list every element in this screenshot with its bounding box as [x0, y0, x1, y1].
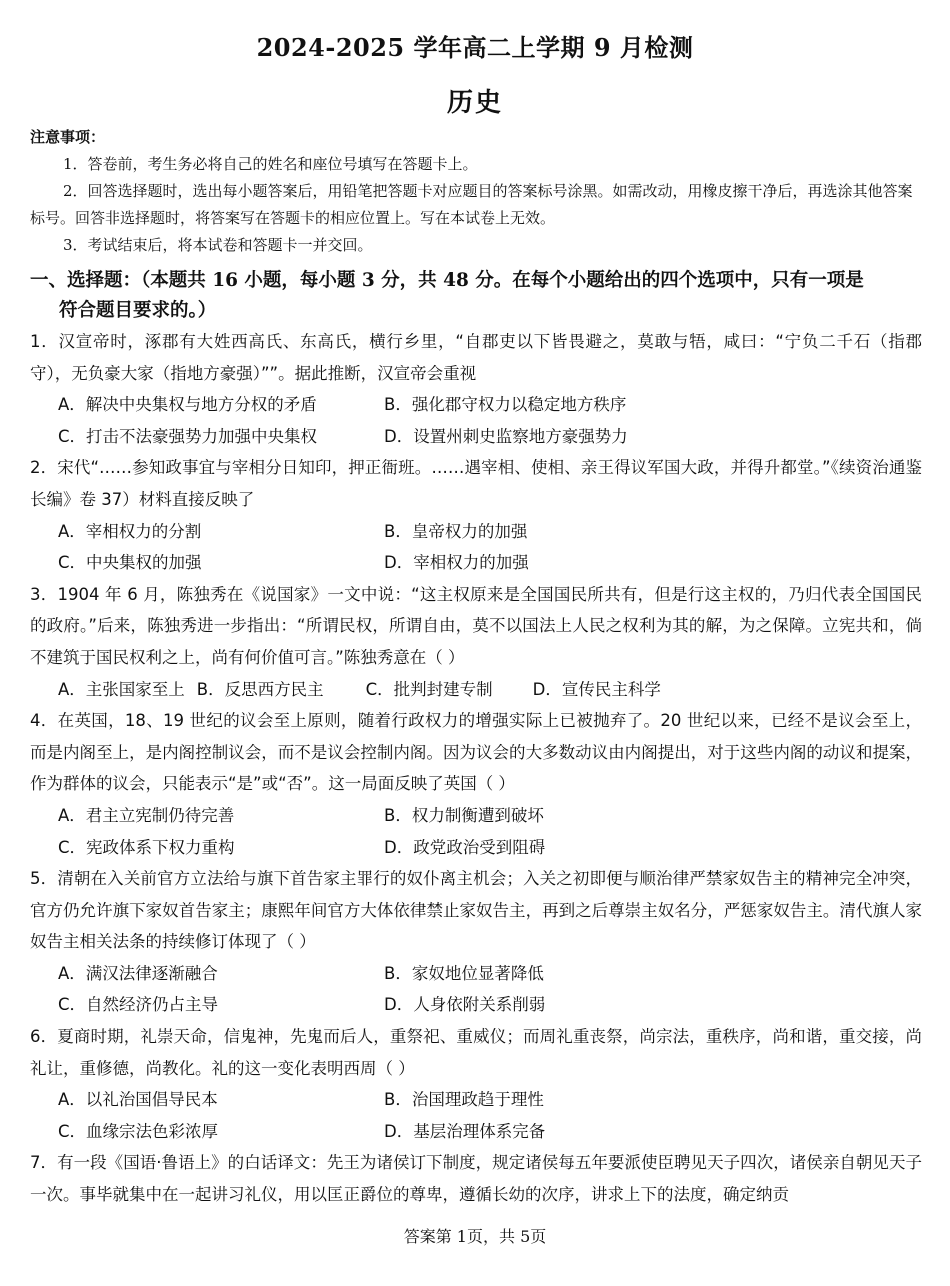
question-stem: 4．在英国，18、19 世纪的议会至上原则，随着行政权力的增强实际上已被抛弃了。20 世纪以来，已经不是议会至上，而是内阁至上，是内阁控制议会，而不是议会控制内阁。因为议会的大多数动议由内阁提出，对于这些内阁的动议和提案，作为群体的议会，只能表示“是”或“否”。这一局面反映了英国（ ） [30, 711, 922, 794]
subject-title: 历史 [446, 88, 503, 118]
question [30, 1147, 922, 1210]
notes-block [30, 124, 920, 259]
option-row [30, 421, 922, 453]
option-a: A．宰相权力的分割 [58, 521, 202, 541]
section-heading-line: 符合题目要求的。） [59, 300, 217, 321]
option-c: C．中央集权的加强 [58, 553, 202, 573]
option-row [30, 989, 922, 1021]
option-b: B．家奴地位显著降低 [384, 963, 544, 983]
option-row [30, 958, 922, 990]
option-a: A．主张国家至上 [58, 679, 185, 699]
page-footer: 答案第 1页，共 5页 [403, 1227, 547, 1246]
option-b: B．权力制衡遭到破坏 [384, 805, 544, 825]
option-row [30, 389, 922, 421]
option-d: D．宣传民主科学 [532, 679, 661, 699]
option-b: B．皇帝权力的加强 [384, 521, 528, 541]
question-stem: 6．夏商时期，礼崇天命，信鬼神，先鬼而后人，重祭祀、重威仪；而周礼重丧祭，尚宗法，重秩序，尚和谐，重交接，尚礼让，重修德，尚教化。礼的这一变化表明西周（ ） [30, 1027, 922, 1078]
option-row [30, 1084, 922, 1116]
option-row [30, 547, 922, 579]
option-a: A．君主立宪制仍待完善 [58, 805, 235, 825]
option-a: A．解决中央集权与地方分权的矛盾 [58, 395, 317, 415]
option-row [30, 832, 922, 864]
question [30, 452, 922, 578]
option-c: C．血缘宗法色彩浓厚 [58, 1121, 219, 1141]
notes-item: 2．回答选择题时，选出每小题答案后，用铅笔把答题卡对应题目的答案标号涂黑。如需改动，用橡皮擦干净后，再选涂其他答案标号。回答非选择题时，将答案写在答题卡的相应位置上。写在本试卷上无效。 [30, 182, 913, 227]
question-stem: 3．1904 年 6 月，陈独秀在《说国家》一文中说：“这主权原来是全国国民所共有，但是行这主权的，乃归代表全国国民的政府。”后来，陈独秀进一步指出：“所谓民权，所谓自由，莫不以国法上人民之权利为其的解，为之保障。立宪共和，倘不建筑于国民权利之上，尚有何价值可言。”陈独秀意在（ ） [30, 584, 922, 667]
question [30, 326, 922, 452]
question [30, 1021, 922, 1147]
option-c: C．宪政体系下权力重构 [58, 837, 235, 857]
option-row [30, 516, 922, 548]
option-d: D．政党政治受到阻碍 [384, 837, 546, 857]
notes-item: 1．答卷前，考生务必将自己的姓名和座位号填写在答题卡上。 [63, 155, 478, 173]
question [30, 579, 922, 705]
option-b: B．治国理政趋于理性 [384, 1090, 544, 1110]
option-row [30, 1116, 922, 1148]
question-stem: 7．有一段《国语·鲁语上》的白话译文：先王为诸侯订下制度，规定诸侯每五年要派使臣聘见天子四次，诸侯亲自朝见天子一次。事毕就集中在一起讲习礼仪，用以匡正爵位的尊卑，遵循长幼的次序，讲求上下的法度，确定纳贡 [30, 1153, 922, 1205]
option-a: A．满汉法律逐渐融合 [58, 963, 218, 983]
option-c: C．自然经济仍占主导 [58, 995, 219, 1015]
question [30, 863, 922, 1021]
option-a: A．以礼治国倡导民本 [58, 1090, 218, 1110]
option-d: D．设置州刺史监察地方豪强势力 [384, 426, 628, 446]
option-b: B．强化郡守权力以稳定地方秩序 [384, 395, 627, 415]
question-stem: 5．清朝在入关前官方立法给与旗下首告家主罪行的奴仆离主机会；入关之初即便与顺治律严禁家奴告主的精神完全冲突，官方仍允许旗下家奴首告家主；康熙年间官方大体依律禁止家奴告主，再到之后尊崇主奴名分，严惩家奴告主。清代旗人家奴告主相关法条的持续修订体现了（ ） [30, 869, 922, 952]
option-d: D．人身依附关系削弱 [384, 995, 546, 1015]
option-c: C．打击不法豪强势力加强中央集权 [58, 426, 318, 446]
section-heading-line: 一、选择题：（本题共 16 小题，每小题 3 分，共 48 分。在每个小题给出的四个选项中，只有一项是 [30, 270, 864, 291]
question-stem: 1．汉宣帝时，涿郡有大姓西高氏、东高氏，横行乡里，“自郡吏以下皆畏避之，莫敢与牾，咸曰：“宁负二千石（指郡守），无负豪大家（指地方豪强）””。据此推断，汉宣帝会重视 [30, 332, 922, 383]
section-heading [30, 266, 922, 326]
question-list [30, 326, 922, 1211]
notes-item: 3．考试结束后，将本试卷和答题卡一并交回。 [63, 236, 373, 254]
notes-heading: 注意事项： [30, 128, 106, 146]
question [30, 705, 922, 863]
option-b: B．反思西方民主 [196, 679, 324, 699]
question-stem: 2．宋代“……参知政事宜与宰相分日知印，押正衙班。……遇宰相、使相、亲王得议军国大政，并得升都堂。”《续资治通鉴长编》卷 37）材料直接反映了 [30, 458, 922, 509]
exam-title: 2024-2025 学年高二上学期 9 月检测 [256, 33, 694, 62]
option-row [30, 800, 922, 832]
option-d: D．基层治理体系完备 [384, 1121, 546, 1141]
option-d: D．宰相权力的加强 [384, 553, 529, 573]
option-row [30, 674, 922, 706]
option-c: C．批判封建专制 [365, 679, 493, 699]
